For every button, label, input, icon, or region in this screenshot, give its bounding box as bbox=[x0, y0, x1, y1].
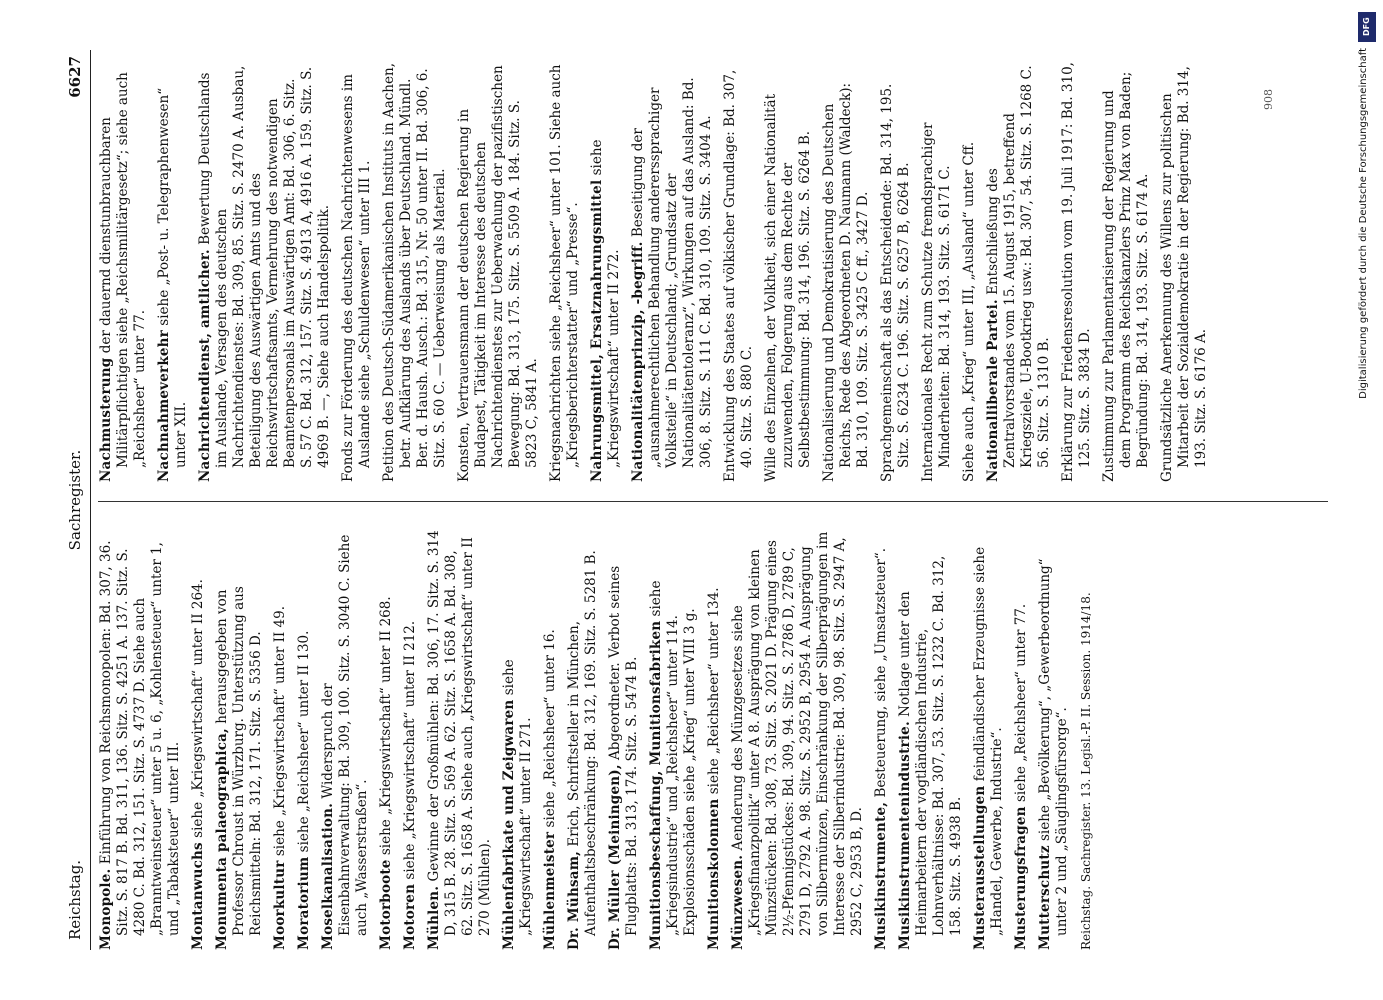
entry-keyword: Musterungsfragen bbox=[1013, 806, 1029, 950]
entry-text: Zustimmung zur Parlamentarisierung der Regierung und dem Programm des Reichskanzlers Prinz Max von Baden; Begründung: Bd. 314, 193. Sitz. S. 6174 A. bbox=[1101, 71, 1151, 482]
register-entry bbox=[98, 62, 149, 482]
page-number: 908 bbox=[1262, 89, 1275, 110]
register-entry bbox=[722, 62, 756, 482]
register-entry bbox=[730, 530, 866, 950]
entry-text: herausgegeben von Professor Chroust in Würzburg. Unterstützung aus Reichsmitteln: Bd. 312, 171. Sitz. S. 5356 D. bbox=[214, 586, 264, 936]
entry-text: Aenderung des Münzgesetzes siehe „Kriegsfinanzpolitik“ unter A 8. Ausprägung von kleinen Münzstücken: Bd. 308, 73. Sitz. S. 2021 D. Prägung eines 2½-Pfennigstückes: Bd. 309, 94. Sitz. S. 2786 D, 2789 C, 2791 D, 2792 A. 98. Sitz. S. 2952 B, 2954 A. Ausprägung von Silbermünzen, Einschränkung der Silberprägungen im Interesse der Silberindustrie: Bd. 309, 98. Sitz. S. 2947 A, 2952 C, 2953 B, D. bbox=[730, 531, 865, 936]
entry-text: Sprachgemeinschaft als das Entscheidende: Bd. 314, 195. Sitz. S. 6234 C. 196. Sitz. S. 6257 B, 6264 B. bbox=[879, 83, 912, 482]
entry-keyword: Munitionsbeschaffung, Munitionsfabriken bbox=[648, 620, 664, 950]
entry-keyword: Dr. Müller (Meiningen), bbox=[607, 764, 623, 950]
page-header bbox=[62, 50, 92, 950]
entry-keyword: Nachmusterung bbox=[98, 357, 114, 482]
register-entry bbox=[214, 530, 265, 950]
register-entry bbox=[630, 62, 715, 482]
register-entry bbox=[763, 62, 814, 482]
register-page bbox=[62, 50, 1352, 950]
entry-text: siehe „Post- u. Telegraphenwesen“ unter XII. bbox=[156, 87, 189, 468]
register-entry bbox=[156, 62, 190, 482]
register-entry bbox=[296, 530, 313, 950]
entry-text: siehe „Kriegsindustrie“ und „Reichsheer“ unter 114. Explosionsschäden siehe „Krieg“ unter VIII 3 g. bbox=[648, 580, 698, 936]
entry-text: siehe „Kriegswirtschaft“ unter II 212. bbox=[402, 620, 418, 880]
page-footer: Reichstag. Sachregister. 13. Legisl.-P. II. Session. 1914/18. bbox=[1079, 592, 1093, 950]
entry-text: siehe „Reichsheer“ unter 77. bbox=[1013, 603, 1029, 803]
entry-text: siehe „Kriegswirtschaft“ unter II 264. bbox=[190, 579, 206, 838]
entry-text: siehe „Kriegswirtschaft“ unter II 268. bbox=[378, 596, 394, 856]
entry-text: Bewertung Deutschlands im Auslande, Versagen des deutschen Nachrichtendienstes: Bd. 309, 85. Sitz. S. 2470 A. Ausbau, Beteiligung des Auswärtigen Amts und des Reichswirtschaftsamts, Vermehrung des notwendigen Beamtenpersonals im Auswärtigen Amt: Bd. 306, 6. Sitz. S. 57 C. Bd. 312, 157. Sitz. S. 4913 A, 4916 A. 159. Sitz. S. 4969 B. —, Siehe auch Handelspolitik. bbox=[197, 65, 332, 468]
entry-keyword: Munitionskolonnen bbox=[706, 798, 722, 950]
entry-text: feindländischer Erzeugnisse siehe „Handel, Gewerbe, Industrie“. bbox=[972, 546, 1005, 936]
register-entry bbox=[961, 62, 978, 482]
entry-text: siehe „Bevölkerung“, „Gewerbeordnung“ unter 2 und „Säuglingsfürsorge“. bbox=[1037, 558, 1070, 936]
register-entry bbox=[402, 530, 419, 950]
entry-text: Einführung von Reichsmonopolen: Bd. 307, 36. Sitz. S. 817 B. Bd. 311, 136. Sitz. S. 4251 A. 137. Sitz. S. 4280 C. Bd. 312, 151. Sitz. S. 4737 D. Siehe auch „Branntweinsteuer“ unter 5 u. 6, „Kohlensteuer“ unter 1, und „Tabaksteuer“ unter III. bbox=[98, 540, 182, 936]
register-entry bbox=[879, 62, 913, 482]
register-entry bbox=[873, 530, 890, 950]
entry-text: Wille des Einzelnen, der Volkheit, sich einer Nationalität zuzuwenden, Folgerung aus dem Rechte der Selbstbestimmung: Bd. 314, 196. Sitz. S. 6264 B. bbox=[763, 93, 813, 482]
entry-text: Widerspruch der Eisenbahnverwaltung: Bd. 309, 100. Sitz. S. 3040 C. Siehe auch „Wasserstraßen“. bbox=[320, 534, 370, 936]
register-entry bbox=[197, 62, 333, 482]
register-entry bbox=[1060, 62, 1094, 482]
entry-keyword: Motorboote bbox=[378, 859, 394, 950]
entry-text: Entschließung des Zentralvorstandes vom 15. August 1915, betreffend Kriegsziele, U-Bootkrieg usw.: Bd. 307, 54. Sitz. S. 1268 C. 56. Sitz. S. 1310 B. bbox=[985, 65, 1052, 468]
register-entry bbox=[607, 530, 641, 950]
entry-keyword: Nachnahmeverkehr bbox=[156, 330, 172, 482]
entry-keyword: Nahrungsmittel, Ersatznahrungsmittel bbox=[589, 179, 605, 482]
entry-keyword: Musterausstellungen bbox=[972, 785, 988, 950]
register-entry bbox=[920, 62, 954, 482]
header-page-number: 6627 bbox=[66, 56, 84, 98]
entry-text: Kriegsnachrichten siehe „Reichsheer“ unter 101. Siehe auch „Kriegsberichterstatter“ und „Presse“. bbox=[548, 64, 581, 482]
register-entry bbox=[821, 62, 872, 482]
register-entry bbox=[542, 530, 559, 950]
entry-text: Erich, Schriftsteller in München, Aufenthaltsbeschränkung: Bd. 312, 169. Sitz. S. 5281 B. bbox=[566, 550, 599, 936]
entry-keyword: Mutterschutz bbox=[1037, 845, 1053, 950]
entry-text: Grundsätzliche Anerkennung des Willens zur politischen Mitarbeit der Sozialdemokratie in der Regierung: Bd. 314, 193. Sitz. S. 6176 A. bbox=[1159, 66, 1209, 482]
left-column bbox=[98, 530, 1102, 950]
entry-text: Abgeordneter. Verbot seines Flugblatts: Bd. 313, 174. Sitz. S. 5474 B. bbox=[607, 565, 640, 936]
register-entry bbox=[501, 530, 535, 950]
register-entry bbox=[972, 530, 1006, 950]
entry-keyword: Motoren bbox=[402, 883, 418, 950]
header-left: Reichstag. bbox=[66, 859, 84, 940]
entry-keyword: Mühlenfabrikate und Zeigwaren bbox=[501, 699, 517, 950]
register-entry bbox=[1101, 62, 1152, 482]
entry-text: Nationalisierung und Demokratisierung des Deutschen Reichs, Rede des Abgeordneten D. Naumann (Waldeck): Bd. 310, 109. Sitz. S. 3425 C ff., 3427 D. bbox=[821, 82, 871, 482]
entry-text: Konsten, Vertrauensmann der deutschen Regierung in Budapest, Tätigkeit im Interesse des deutschen Nachrichtendienstes zur Ueberwachung der pazifistischen Bewegung: Bd. 313, 175. Sitz. S. 5509 A. 184. Sitz. S. 5823 C, 5841 A. bbox=[456, 65, 540, 482]
register-entry bbox=[381, 62, 449, 482]
register-entry bbox=[340, 62, 374, 482]
register-entry bbox=[378, 530, 395, 950]
entry-text: siehe „Kriegswirtschaft“ unter II 271. bbox=[501, 659, 534, 936]
entry-text: Petition des Deutsch-Südamerikanischen Instituts in Aachen, betr. Aufklärung des Auslands über Deutschland. Mündl. Ber. d. Haush. Ausch.: Bd. 315, Nr. 50 unter II. Bd. 306, 6. Sitz. S. 60 C. — Ueberweisung als Material. bbox=[381, 63, 448, 482]
entry-keyword: Nationalliberale Partei. bbox=[985, 299, 1001, 482]
entry-text: siehe „Reichsheer“ unter 16. bbox=[542, 629, 558, 828]
entry-text: siehe „Kriegswirtschaft“ unter II 49. bbox=[272, 605, 288, 857]
funding-text: Digitalisierung gefördert durch die Deutsche Forschungsgemeinschaft bbox=[1358, 48, 1369, 399]
entry-keyword: Musikinstrumente, bbox=[873, 801, 889, 950]
entry-text: siehe „Reichsheer“ unter 134. bbox=[706, 587, 722, 795]
entry-keyword: Mühlenmeister bbox=[542, 831, 558, 950]
register-entry bbox=[897, 530, 965, 950]
entry-keyword: Monopole. bbox=[98, 868, 114, 950]
entry-keyword: Musikinstrumentenindustrie. bbox=[897, 721, 913, 950]
register-entry bbox=[456, 62, 541, 482]
entry-text: Besteuerung, siehe „Umsatzsteuer“. bbox=[873, 547, 889, 798]
register-entry bbox=[320, 530, 371, 950]
funding-label bbox=[1356, 8, 1380, 998]
entry-keyword: Nachrichtendienst, amtlicher. bbox=[197, 249, 213, 482]
entry-text: der dauernd dienstunbrauchbaren Militärpflichtigen siehe „Reichsmilitärgesetz“; siehe auch „Reichsheer“ unter 77. bbox=[98, 72, 148, 468]
entry-text: Internationales Recht zum Schutze fremdsprachiger Minderheiten: Bd. 314, 193. Sitz. S. 6171 C. bbox=[920, 122, 953, 482]
entry-text: siehe „Reichsheer“ unter II 130. bbox=[296, 630, 312, 853]
entry-text: Siehe auch „Krieg“ unter III, „Ausland“ unter Cff. bbox=[961, 141, 977, 482]
register-entry bbox=[426, 530, 494, 950]
header-title: Sachregister. bbox=[66, 449, 84, 551]
entry-keyword: Nationalitätenprinzip, -begriff. bbox=[630, 241, 646, 482]
register-entry bbox=[272, 530, 289, 950]
register-entry bbox=[648, 530, 699, 950]
register-entry bbox=[1013, 530, 1030, 950]
entry-text: Fonds zur Förderung des deutschen Nachrichtenwesens im Auslande siehe „Schuldenwesen“ unter III 1. bbox=[340, 74, 373, 482]
entry-keyword: Moratorium bbox=[296, 856, 312, 950]
register-entry bbox=[985, 62, 1053, 482]
register-entry bbox=[706, 530, 723, 950]
entry-keyword: Mühlen. bbox=[426, 885, 442, 950]
entry-keyword: Monumenta palaeographica, bbox=[214, 728, 230, 950]
header-rule bbox=[90, 50, 91, 950]
entry-keyword: Moselkanalisation. bbox=[320, 802, 336, 950]
dfg-logo: DFG bbox=[1358, 12, 1376, 42]
register-entry bbox=[566, 530, 600, 950]
right-column bbox=[98, 62, 1217, 482]
entry-text: siehe „Kriegswirtschaft“ unter II 272. bbox=[589, 139, 622, 468]
register-entry bbox=[1159, 62, 1210, 482]
register-entry bbox=[190, 530, 207, 950]
register-entry bbox=[98, 530, 183, 950]
entry-text: Erklärung zur Friedensresolution vom 19. Juli 1917: Bd. 310, 125. Sitz. S. 3834 D. bbox=[1060, 62, 1093, 482]
entry-text: Notlage unter den Heimarbeitern der vogtländischen Industrie, Lohnverhältnisse: Bd. 307, 53. Sitz. S. 1232 C. Bd. 312, 158. Sitz. S. 4938 B. bbox=[897, 555, 964, 936]
entry-keyword: Montanwuchs bbox=[190, 842, 206, 950]
entry-text: Beseitigung der „ausnahmerechtlichen Behandlung andererssprachiger Volksteile“ in Deutschland; „Grundsatz der Nationalitätentoleranz“, Wirkungen auf das Ausland: Bd. 306, 8. Sitz. S. 111 C. Bd. 310, 109. Sitz. S. 3404 A. bbox=[630, 77, 714, 468]
entry-keyword: Dr. Mühsam, bbox=[566, 850, 582, 950]
register-entry bbox=[589, 62, 623, 482]
register-entry bbox=[548, 62, 582, 482]
column-divider bbox=[98, 501, 1328, 502]
entry-keyword: Münzwesen. bbox=[730, 854, 746, 950]
entry-text: Entwicklung des Staates auf völkischer Grundlage: Bd. 307, 40. Sitz. S. 880 C. bbox=[722, 69, 755, 482]
entry-text: Gewinne der Großmühlen: Bd. 306, 17. Sitz. S. 314 D, 315 B. 28. Sitz. S. 569 A. 62. Sitz. S. 1658 A. Bd. 308, 62. Sitz. S. 1658 A. Siehe auch „Kriegswirtschaft“ unter II 270 (Mühlen). bbox=[426, 530, 493, 936]
entry-keyword: Moorkultur bbox=[272, 860, 288, 950]
register-entry bbox=[1037, 530, 1071, 950]
